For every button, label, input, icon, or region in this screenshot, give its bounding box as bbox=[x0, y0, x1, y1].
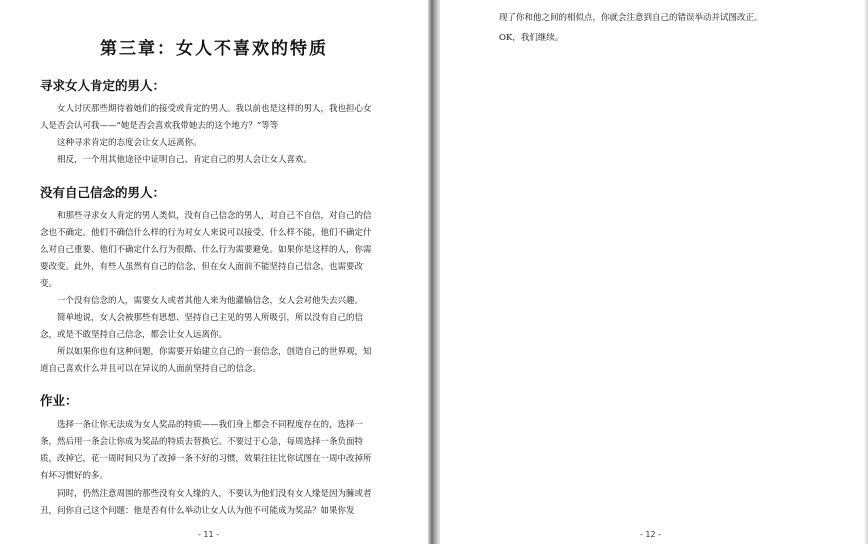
paragraph: 所以如果你也有这种问题，你需要开始建立自己的一套信念，创造自己的世界观，知道自己喜欢什么并且可以在异议的人面前坚持自己的信念。 bbox=[40, 347, 372, 374]
paragraph: 现了你和他之间的相似点，你就会注意到自己的错误举动并试图改正。 bbox=[499, 13, 763, 23]
page-number: - 11 - bbox=[198, 530, 220, 539]
paragraph: 简单地说，女人会被那些有思想、坚持自己主见的男人所吸引，所以没有自己的信念，或是不敢坚持自己信念，都会让女人远离你。 bbox=[40, 313, 364, 340]
right-page bbox=[440, 0, 868, 544]
paragraph: 一个没有信念的人，需要女人或者其他人来为他灌输信念，女人会对他失去兴趣。 bbox=[57, 296, 364, 306]
paragraph: 和那些寻求女人肯定的男人类似，没有自己信念的男人，对自己不自信，对自己的信念也不确定。他们不确信什么样的行为对女人来说可以接受、什么样不能，他们不确定什么对自己重要、他们不确定什么行为很酷、什么行为需要避免。如果你是这样的人，你需要改变。此外，有些人虽然有自己的信念，但在女人面前不能坚持自己信念，也需要改变。 bbox=[40, 211, 372, 289]
paragraph: 相反，一个用其他途径中证明自己、肯定自己的男人会让女人喜欢。 bbox=[57, 155, 313, 165]
page-edge-shadow bbox=[864, 0, 868, 544]
left-page bbox=[0, 0, 428, 544]
paragraph: OK，我们继续。 bbox=[499, 33, 564, 43]
section-heading-no-beliefs: 没有自己信念的男人： bbox=[40, 185, 166, 200]
paragraph: 选择一条让你无法成为女人奖品的特质——我们身上都会不同程度存在的，选择一条，然后用一条会让你成为奖品的特质去替换它。不要过于心急，每周选择一条负面特质，改掉它，花一周时间只为了改掉一条不好的习惯，效果往往比你试图在一周中改掉所有坏习惯好的多。 bbox=[40, 420, 372, 481]
chapter-title: 第三章：女人不喜欢的特质 bbox=[100, 39, 328, 59]
section-heading-seek-approval: 寻求女人肯定的男人： bbox=[40, 78, 166, 93]
page-number: - 12 - bbox=[640, 530, 662, 539]
book-gutter bbox=[428, 0, 440, 544]
paragraph: 这种寻求肯定的态度会让女人远离你。 bbox=[57, 138, 202, 148]
paragraph: 女人讨厌那些期待着她们的接受或肯定的男人。我以前也是这样的男人，我也担心女人是否会认可我——“她是否会喜欢我带她去的这个地方？”等等 bbox=[40, 104, 372, 131]
paragraph: 同时，仍然注意周围的那些没有女人缘的人，不要认为他们没有女人缘是因为臃或者丑，问你自己这个问题：他是否有什么举动让女人认为他不可能成为奖品？如果你发 bbox=[40, 489, 372, 516]
section-heading-homework: 作业： bbox=[40, 393, 78, 408]
